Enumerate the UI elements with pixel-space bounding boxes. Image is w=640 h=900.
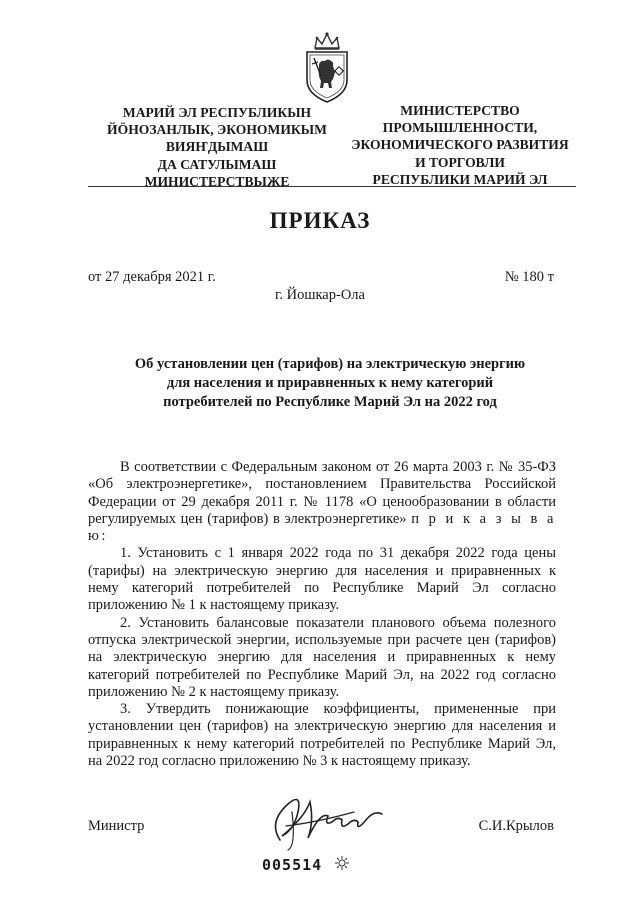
header-divider: [88, 186, 576, 187]
ornament-icon: [334, 855, 350, 871]
order-word: п р и к а з ы в а ю:: [88, 510, 556, 545]
header-left-line: МАРИЙ ЭЛ РЕСПУБЛИКЫН: [122, 105, 312, 120]
header-left-line: ДА САТУЛЫМАШ: [157, 156, 277, 172]
preamble-text: В соответствии с Федеральным законом от 26 марта 2003 г. № 35-ФЗ «Об электроэнергетике», постановлением Правительства Российской Федерации от 29 декабря 2011 г. № 1178 «О ценообразовании в области регулируемых цен (тарифов) в электроэнергетике»: [88, 459, 556, 527]
serial-number: 005514: [262, 856, 323, 874]
header-left-line: ВИЯҤДЫМАШ: [165, 139, 269, 155]
document-title: ПРИКАЗ: [269, 208, 371, 233]
subject-line: Об установлении цен (тарифов) на электрическую энергию: [134, 356, 526, 372]
subject-line: для населения и приравненных к нему категорий: [166, 375, 494, 391]
header-left-line: МИНИСТЕРСТВЫЖЕ: [144, 173, 290, 189]
header-right-line: ПРОМЫШЛЕННОСТИ,: [382, 120, 538, 136]
signatory-name: С.И.Крылов: [478, 818, 554, 834]
order-item-3: 3. Утвердить понижающие коэффициенты, примененные при установлении цен (тарифов) на электрическую энергию для населения и приравненных к нему категорий потребителей по Республике Марий Эл, на 2022 год согласно приложению № 3 к настоящему приказу.: [88, 701, 556, 770]
header-right-line: МИНИСТЕРСТВО: [400, 103, 520, 118]
header-right-line: РЕСПУБЛИКИ МАРИЙ ЭЛ: [372, 171, 548, 187]
preamble-paragraph: [88, 459, 556, 545]
document-city: г. Йошкар-Ола: [275, 287, 365, 303]
order-item-2: 2. Установить балансовые показатели планового объема полезного отпуска электрической энергии, используемые при расчете цен (тарифов) на электрическую энергию для населения и приравненных к нему категорий потребителей по Республике Марий Эл, на 2022 год согласно приложению № 2 к настоящему приказу.: [88, 614, 556, 700]
subject-line: потребителей по Республике Марий Эл на 2022 год: [163, 394, 497, 410]
ministry-header-mari: [92, 104, 342, 190]
document-subject: [120, 355, 540, 412]
header-left-line: ЙӦНОЗАНЛЫК, ЭКОНОМИКЫМ: [107, 122, 327, 138]
header-right-line: ЭКОНОМИЧЕСКОГО РАЗВИТИЯ: [351, 137, 569, 153]
signatory-position: Министр: [88, 818, 145, 834]
order-item-1: 1. Установить с 1 января 2022 года по 31 декабря 2022 года цены (тарифы) на электрическую энергию для населения и приравненных к нему категорий потребителей по Республике Марий Эл согласно приложению № 1 к настоящему приказу.: [88, 545, 556, 614]
header-right-line: И ТОРГОВЛИ: [415, 154, 505, 170]
document-date: от 27 декабря 2021 г.: [88, 269, 216, 285]
ministry-header-russian: [340, 102, 580, 188]
document-number: № 180 т: [504, 269, 554, 285]
document-body: [88, 459, 556, 770]
handwritten-signature: [258, 782, 398, 852]
coat-of-arms-emblem: [301, 28, 353, 104]
